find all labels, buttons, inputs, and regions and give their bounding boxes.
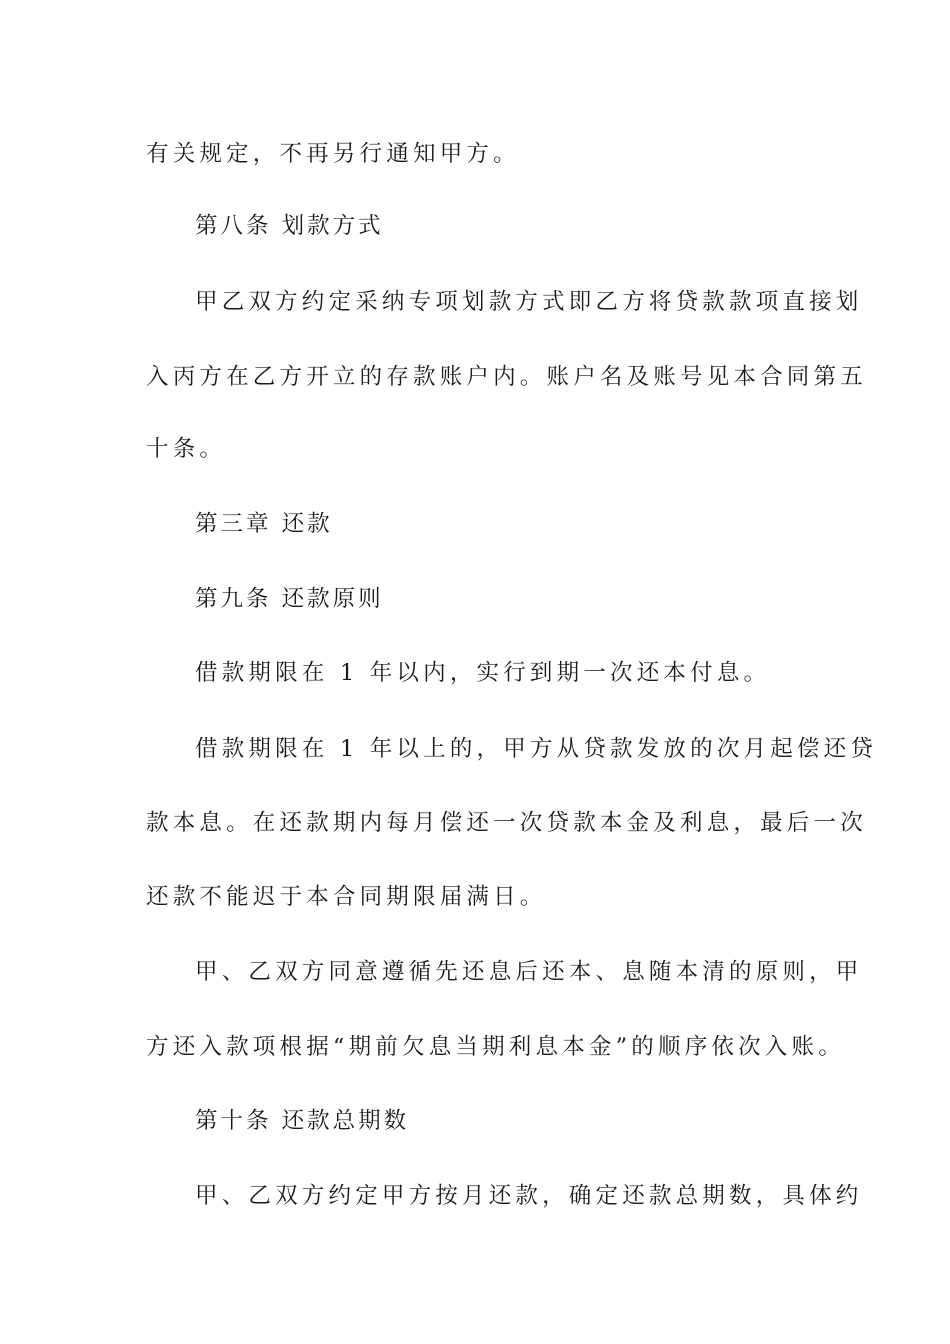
- body-text-line: 入丙方在乙方开立的存款账户内。账户名及账号见本合同第五: [146, 364, 867, 390]
- article-heading: 第九条 还款原则: [195, 586, 384, 612]
- paragraph-first-line: 甲、乙双方同意遵循先还息后还本、息随本清的原则，甲: [195, 959, 863, 985]
- paragraph-first-line: 甲乙双方约定采纳专项划款方式即乙方将贷款款项直接划: [195, 289, 863, 315]
- body-text-line: 款本息。在还款期内每月偿还一次贷款本金及利息，最后一次: [146, 810, 867, 836]
- body-text-line: 十条。: [146, 436, 227, 462]
- paragraph-first-line: 借款期限在 1 年以上的，甲方从贷款发放的次月起偿还贷: [195, 736, 878, 762]
- paragraph-first-line: 甲、乙双方约定甲方按月还款，确定还款总期数，具体约: [195, 1183, 863, 1209]
- paragraph-first-line: 借款期限在 1 年以内，实行到期一次还本付息。: [195, 660, 771, 686]
- body-text-line: 方还入款项根据“期前欠息当期利息本金”的顺序依次入账。: [146, 1034, 845, 1060]
- body-text-line: 还款不能迟于本合同期限届满日。: [146, 884, 547, 910]
- chapter-heading: 第三章 还款: [195, 511, 333, 537]
- article-heading: 第十条 还款总期数: [195, 1108, 410, 1134]
- article-heading: 第八条 划款方式: [195, 213, 384, 239]
- body-text-line: 有关规定，不再另行通知甲方。: [146, 141, 520, 167]
